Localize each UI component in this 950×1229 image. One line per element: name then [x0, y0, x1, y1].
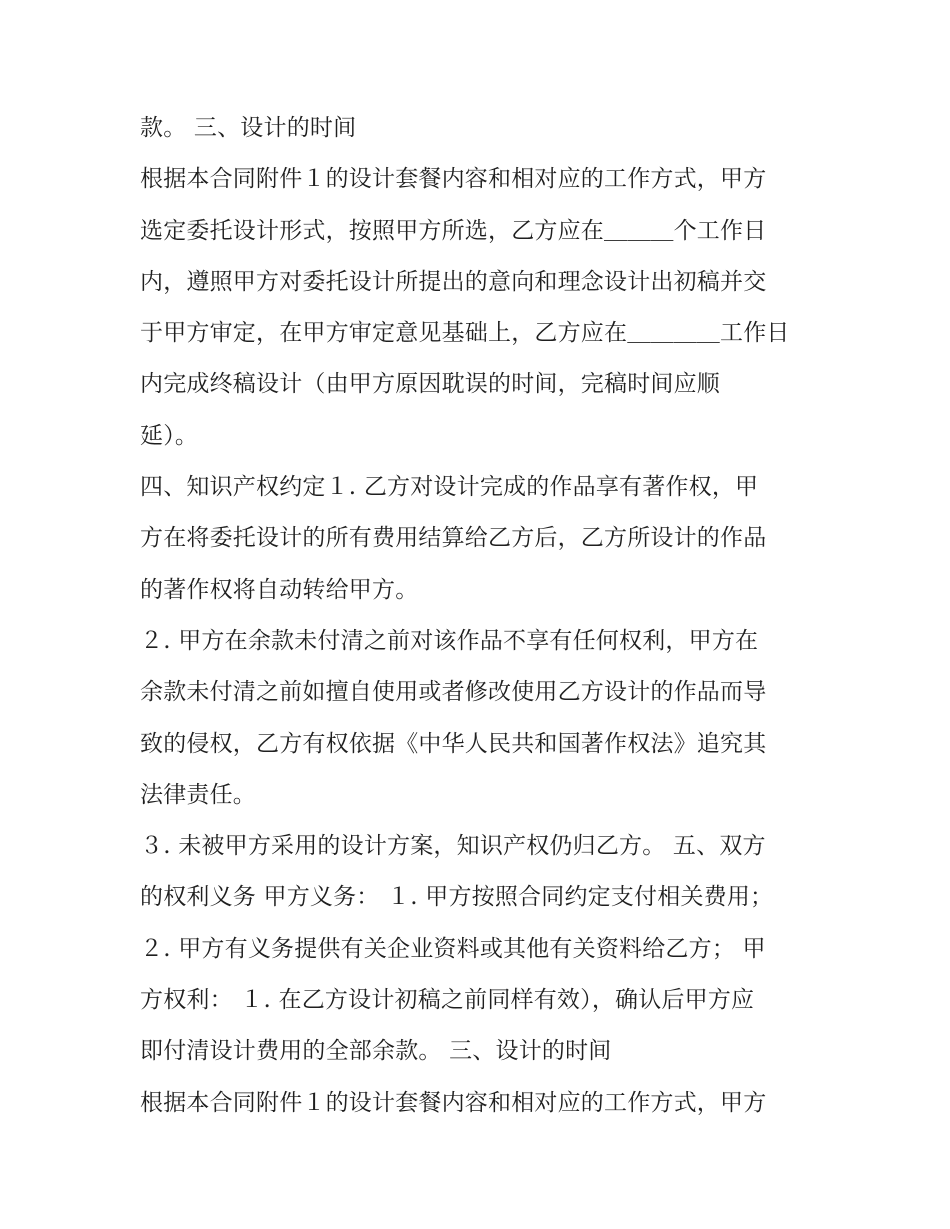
document-body	[140, 103, 830, 1129]
text-line: 余款未付清之前如擅自使用或者修改使用乙方设计的作品而导	[140, 679, 767, 706]
text-line: 方权利： １. 在乙方设计初稿之前同样有效），确认后甲方应	[140, 987, 755, 1014]
text-line: 方在将委托设计的所有费用结算给乙方后，乙方所设计的作品	[140, 525, 767, 552]
text-line: 根据本合同附件１的设计套餐内容和相对应的工作方式，甲方	[140, 166, 767, 193]
text-line: 内完成终稿设计（由甲方原因耽误的时间，完稿时间应顺	[140, 371, 720, 398]
text-line: 于甲方审定，在甲方审定意见基础上，乙方应在＿＿＿＿工作日	[140, 320, 790, 347]
text-line: 法律责任。	[140, 781, 256, 808]
text-line: ２. 甲方有义务提供有关企业资料或其他有关资料给乙方； 甲	[140, 935, 766, 962]
text-line: 根据本合同附件１的设计套餐内容和相对应的工作方式，甲方	[140, 1089, 767, 1116]
text-line: 即付清设计费用的全部余款。 三、设计的时间	[140, 1038, 612, 1065]
text-line: 四、知识产权约定１. 乙方对设计完成的作品享有著作权，甲	[140, 474, 759, 501]
text-line: 的著作权将自动转给甲方。	[140, 576, 419, 603]
text-line: 致的侵权，乙方有权依据《中华人民共和国著作权法》追究其	[140, 730, 767, 757]
text-line: 的权利义务 甲方义务： １. 甲方按照合同约定支付相关费用；	[140, 884, 774, 911]
text-line: ２. 甲方在余款未付清之前对该作品不享有任何权利，甲方在	[140, 627, 759, 654]
text-line: 内，遵照甲方对委托设计所提出的意向和理念设计出初稿并交	[140, 268, 767, 295]
text-line: ３. 未被甲方采用的设计方案，知识产权仍归乙方。 五、双方	[140, 833, 766, 860]
text-line: 选定委托设计形式，按照甲方所选，乙方应在＿＿＿个工作日	[140, 217, 767, 244]
text-line: 款。 三、设计的时间	[140, 115, 357, 141]
text-line: 延）。	[140, 422, 199, 449]
